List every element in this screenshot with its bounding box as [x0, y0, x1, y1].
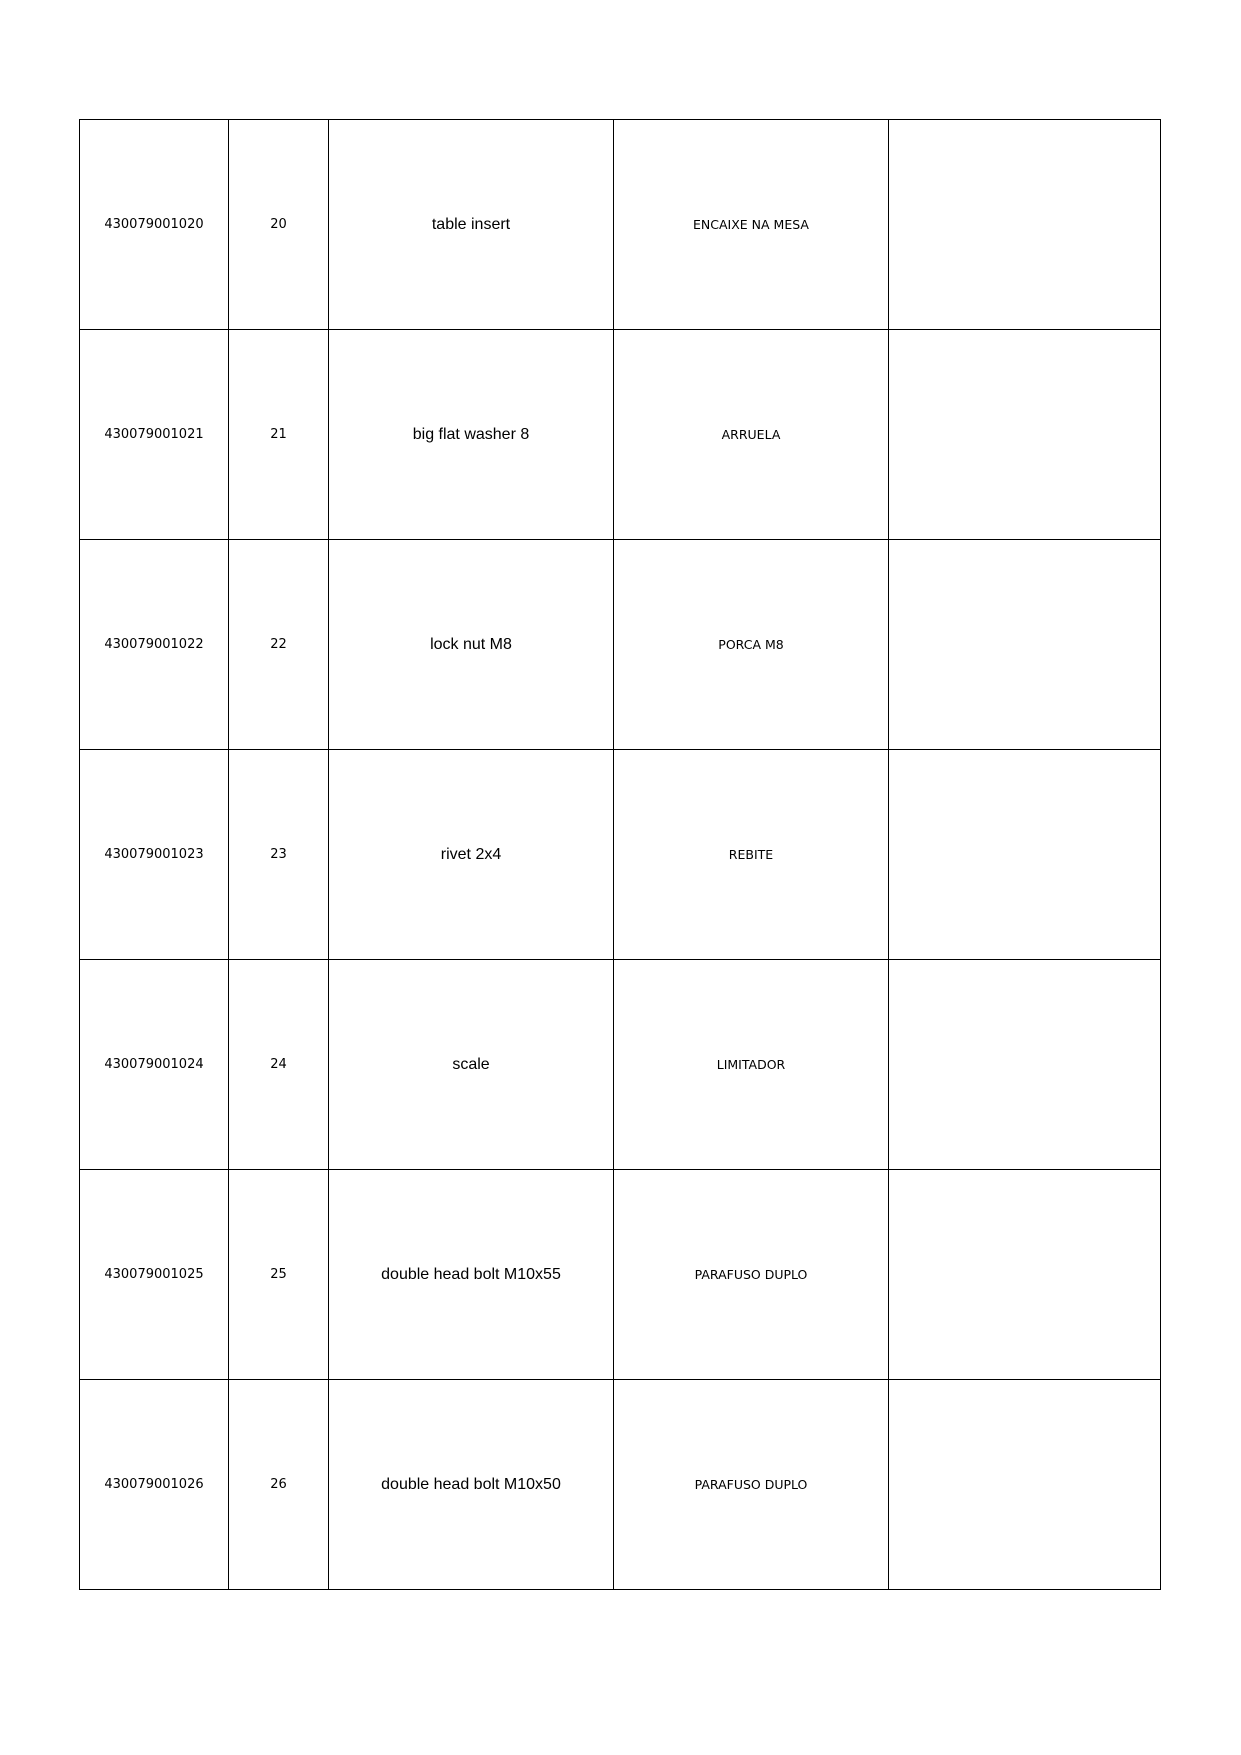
- table-row: [80, 330, 1161, 540]
- table-row: [80, 540, 1161, 750]
- part-name-portuguese-cell: ARRUELA: [614, 330, 889, 540]
- table-row: [80, 960, 1161, 1170]
- part-code-cell: 430079001023: [80, 750, 229, 960]
- part-number-cell: 24: [229, 960, 329, 1170]
- part-number-cell: 23: [229, 750, 329, 960]
- part-number-cell: 25: [229, 1170, 329, 1380]
- table-row: [80, 1380, 1161, 1590]
- part-name-english-cell: big flat washer 8: [329, 330, 614, 540]
- part-name-portuguese-cell: PARAFUSO DUPLO: [614, 1170, 889, 1380]
- part-number-cell: 22: [229, 540, 329, 750]
- empty-cell: [889, 120, 1161, 330]
- empty-cell: [889, 1170, 1161, 1380]
- part-code-cell: 430079001024: [80, 960, 229, 1170]
- part-code-cell: 430079001021: [80, 330, 229, 540]
- part-code-cell: 430079001020: [80, 120, 229, 330]
- table-row: [80, 120, 1161, 330]
- empty-cell: [889, 540, 1161, 750]
- empty-cell: [889, 960, 1161, 1170]
- parts-table-body: [80, 120, 1161, 1590]
- part-code-cell: 430079001022: [80, 540, 229, 750]
- empty-cell: [889, 330, 1161, 540]
- part-name-portuguese-cell: LIMITADOR: [614, 960, 889, 1170]
- part-name-portuguese-cell: ENCAIXE NA MESA: [614, 120, 889, 330]
- part-name-english-cell: double head bolt M10x55: [329, 1170, 614, 1380]
- table-row: [80, 750, 1161, 960]
- part-code-cell: 430079001026: [80, 1380, 229, 1590]
- part-name-portuguese-cell: PARAFUSO DUPLO: [614, 1380, 889, 1590]
- part-number-cell: 26: [229, 1380, 329, 1590]
- part-name-english-cell: double head bolt M10x50: [329, 1380, 614, 1590]
- part-number-cell: 20: [229, 120, 329, 330]
- part-code-cell: 430079001025: [80, 1170, 229, 1380]
- part-number-cell: 21: [229, 330, 329, 540]
- table-row: [80, 1170, 1161, 1380]
- parts-table: [79, 119, 1161, 1590]
- part-name-english-cell: rivet 2x4: [329, 750, 614, 960]
- part-name-english-cell: table insert: [329, 120, 614, 330]
- empty-cell: [889, 750, 1161, 960]
- part-name-english-cell: lock nut M8: [329, 540, 614, 750]
- part-name-english-cell: scale: [329, 960, 614, 1170]
- part-name-portuguese-cell: REBITE: [614, 750, 889, 960]
- empty-cell: [889, 1380, 1161, 1590]
- part-name-portuguese-cell: PORCA M8: [614, 540, 889, 750]
